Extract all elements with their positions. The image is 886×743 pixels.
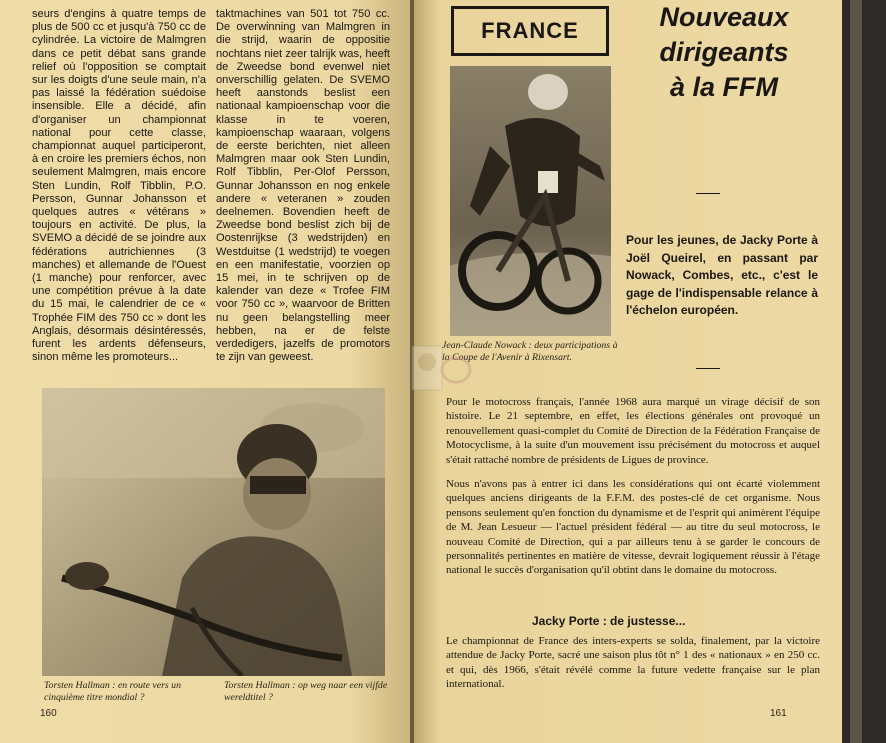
lead-paragraph: Pour les jeunes, de Jacky Porte à Joël Queirel, en passant par Nowack, Combes, etc., c'est le gage de l'indispensable relance à l'échelon européen.	[626, 233, 818, 317]
headline-line-1: Nouveaux	[659, 2, 789, 32]
subheading: Jacky Porte : de justesse...	[532, 614, 686, 628]
hallman-caption-nl: Torsten Hallman : op weg naar een vijfde wereldtitel ?	[224, 680, 388, 703]
nowack-caption: Jean-Claude Nowack : deux participations à la Coupe de l'Avenir à Rixensart.	[442, 340, 618, 363]
book-edge-dark	[842, 0, 886, 743]
hallman-photo	[42, 388, 385, 676]
body-paragraph-2: Nous n'avons pas à entrer ici dans les considérations qui ont écarté violemment quelques anciens dirigeants de la F.F.M. des postes-clé de cet organisme. Nous pensons seulement qu'en fonction du dynamisme et de l'esprit qui animèrent l'équipe de M. Jean Lesueur — l'actuel président fédéral — au titre du seul motocross, le nouveau Comité de Direction, qui a par ailleurs tenu à se garder le concours de personnalités pertinentes en matière de vitesse, devrait logiquement réussir à l'étage national le succès d'organisation qu'il obtint dans le domaine du motocross.	[446, 478, 820, 577]
watermark-stamp	[410, 344, 476, 394]
page-number-left: 160	[40, 708, 57, 719]
hallman-caption-fr: Torsten Hallman : en route vers un cinquième titre mondial ?	[44, 680, 181, 703]
headline-line-2: dirigeants	[659, 37, 789, 67]
headline	[624, 0, 824, 105]
book-edge-strip	[850, 0, 862, 743]
page-number-right: 161	[770, 708, 787, 719]
body-paragraph-1: Pour le motocross français, l'année 1968 aura marqué un virage décisif de son histoire. Le 21 septembre, en effet, les élections générales ont provoqué un renouvellement quasi-complet du Comité de Direction de la Fédération Française de Motocyclisme, à la suite d'un mouvement issu précisément du motocross et auquel s'était rattaché nombre de présidents de Ligues de province.	[446, 396, 820, 466]
dutch-column-text: taktmachines van 501 tot 750 cc. De overwinning van Malmgren in die strijd, waarin de oppositie nochtans niet zeer talrijk was, heeft de Zweedse bond evenwel niet onverschillig gelaten. De SVEMO heeft aanstonds beslist een nationaal kampioenschap voor die klasse in te voeren, kampioenschap waaraan, volgens de eerste berichten, niet alleen Malmgren maar ook Sten Lundin, Rolf Tibblin, Per-Olof Persson, Gunnar Johansson en nog enkele andere « veteranen » zouden deelnemen. Bovendien heeft de Zweedse bond beslist zich bij de Oostenrijkse (3 wedstrijden) en Westduitse (1 wedstrijd) te voegen en een manifestatie, voorzien op 15 mei, in te schrijven op de kalender van deze « Trofee FIM voor 750 cc », waarvoor de Britten nu geen belangstelling meer hebben, na er de felste verdedigers, jazelfs de promotors te zijn van geweest.	[216, 8, 390, 364]
body-paragraph-3: Le championnat de France des inters-experts se solda, finalement, par la victoire attendue de Jacky Porte, sacré une saison plus tôt n° 1 des « nationaux » en 250 cc. et qui, dès 1966, s'était révélé comme la future vedette française sur le plan international.	[446, 635, 820, 691]
separator-top	[696, 193, 720, 194]
right-page	[414, 0, 842, 743]
french-column	[32, 8, 206, 364]
dutch-column	[216, 8, 390, 364]
french-column-text: seurs d'engins à quatre temps de plus de 500 cc et jusqu'à 750 cc de cylindrée. La victoire de Malmgren dans ce petit débat sans grande relief où l'opposition se comptait sur les doigts d'une seule main, n'a pas laissé la fédération suédoise insensible. Elle a décidé, afin d'organiser un championnat national pour cette classe, championnat auquel participeront, à en croire les premiers échos, non seulement Malmgren, mais encore Sten Lundin, Rolf Tibblin, P.O. Persson, Gunnar Johansson et quelques autres « vétérans » toujours en activité. De plus, la SVEMO a décidé de se joindre aux fédérations autrichiennes (3 manches) et allemande de l'Ouest (1 manche) pour renforcer, avec une compétition prévue à la date du 15 mai, le calendrier de ce « Trophée FIM des 750 cc » dont les Anglais, désormais désintéressés, furent les ardents défenseurs, sinon même les promoteurs...	[32, 8, 206, 364]
separator-bottom	[696, 368, 720, 369]
left-page	[0, 0, 412, 743]
nowack-photo	[450, 66, 611, 336]
headline-line-3: à la FFM	[669, 72, 778, 102]
section-label-box: FRANCE	[451, 6, 609, 56]
